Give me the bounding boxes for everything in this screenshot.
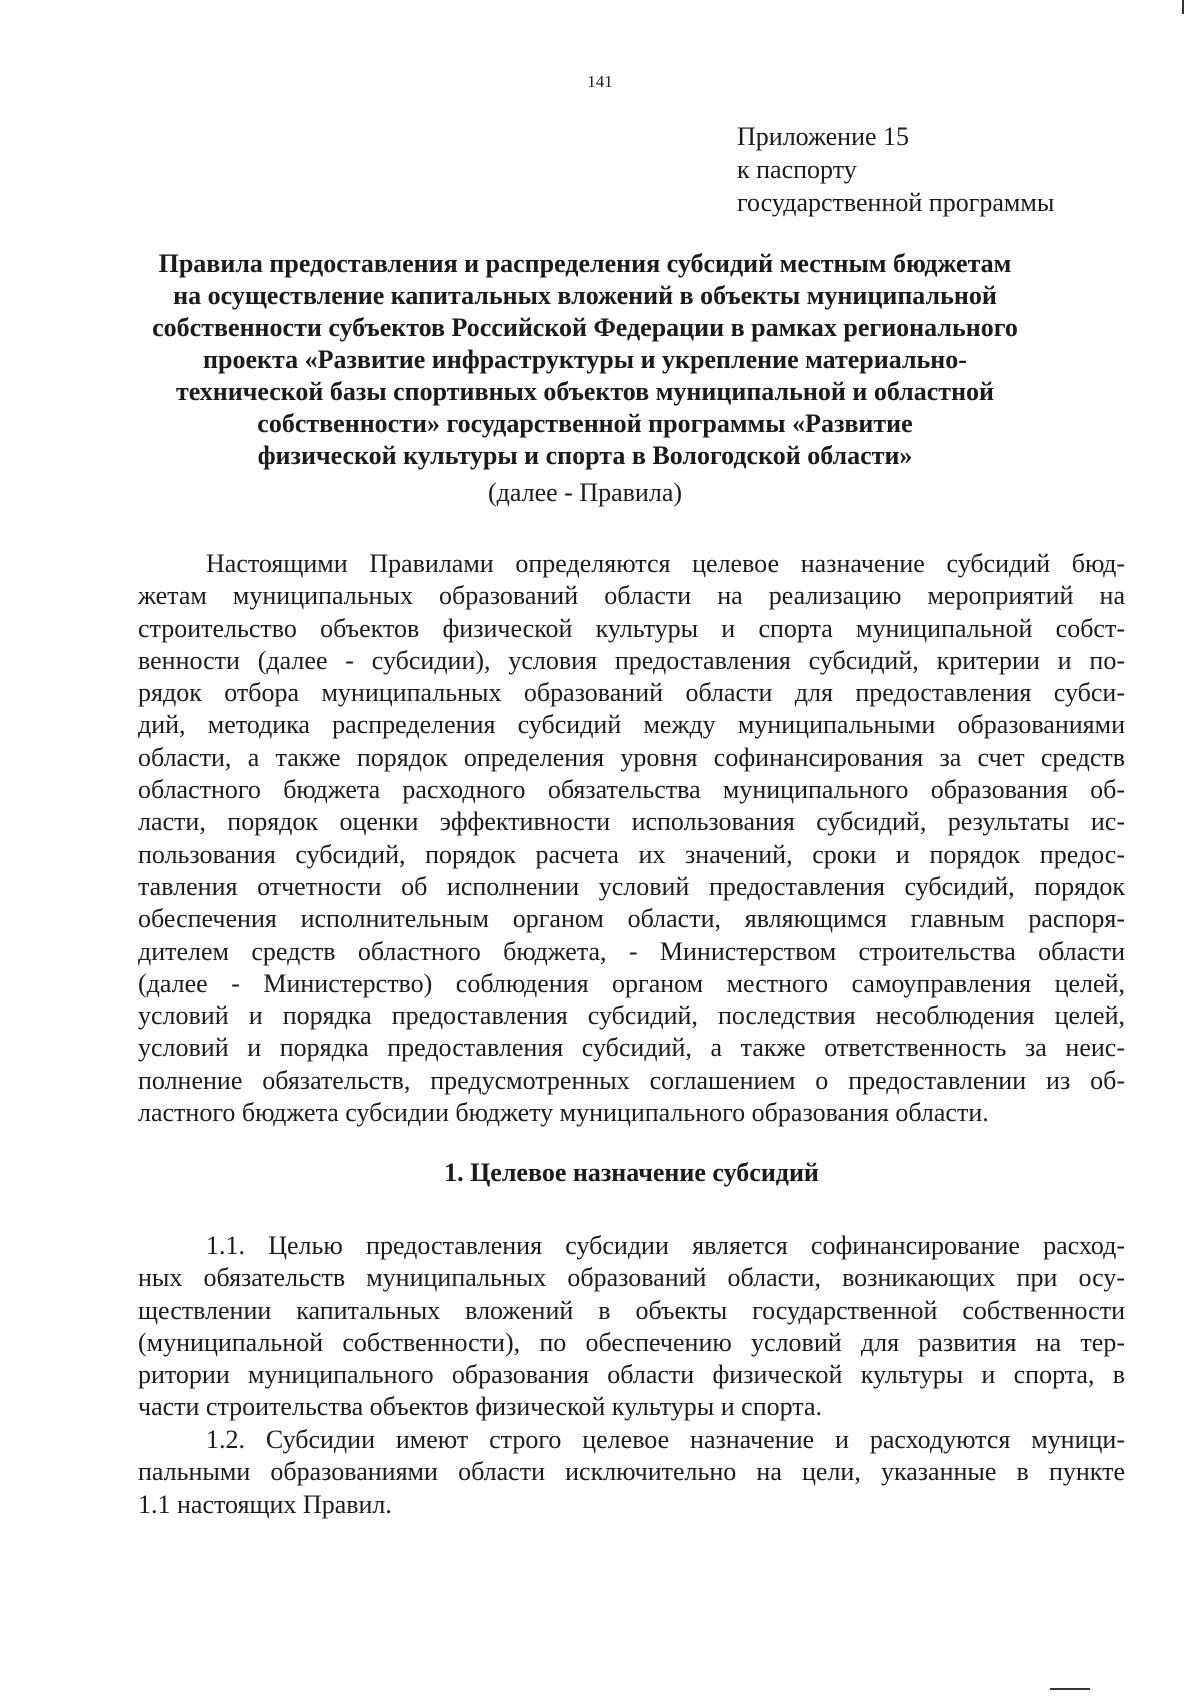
paragraph-line: тавления отчетности об исполнении условий предоставления субсидий, порядок [138,871,1125,901]
paragraph-line: 1.1 настоящих Правил. [138,1489,392,1519]
paragraph-line: строительство объектов физической культуры и спорта муниципальной собст- [138,613,1125,643]
paragraph-line: 1.1. Целью предоставления субсидии является софинансирование расход- [206,1231,1125,1260]
paragraph-line: пользования субсидий, порядок расчета их значений, сроки и порядок предос- [138,839,1125,869]
paragraph-line: полнение обязательств, предусмотренных соглашением о предоставлении из об- [138,1065,1125,1095]
paragraph-line: ритории муниципального образования области физической культуры и спорта, в [138,1360,1125,1390]
intro-paragraph [138,548,1125,1129]
document-title [110,248,1060,472]
paragraph-line: Настоящими Правилами определяются целевое назначение субсидий бюд- [206,549,1125,578]
paragraph-line: условий и порядка предоставления субсидий, а также ответственность за неис- [138,1033,1125,1063]
paragraph-line: обеспечения исполнительным органом области, являющимся главным распоря- [138,904,1125,934]
appendix-line: к паспорту [737,155,857,184]
appendix-header [737,120,1054,219]
scan-edge-mark [1182,0,1184,14]
scan-edge-mark [1050,1688,1090,1690]
paragraph-1-2 [138,1424,1125,1521]
paragraph-line: 1.2. Субсидии имеют строго целевое назначение и расходуются муници- [206,1425,1125,1454]
paragraph-line: части строительства объектов физической культуры и спорта. [138,1392,822,1422]
paragraph-line: ластного бюджета субсидии бюджету муниципального образования области. [138,1098,989,1128]
paragraph-line: пальными образованиями области исключительно на цели, указанные в пункте [138,1457,1125,1487]
paragraph-line: жетам муниципальных образований области на реализацию мероприятий на [138,581,1125,611]
title-line: физической культуры и спорта в Вологодской области» [257,441,913,470]
paragraph-line: ных обязательств муниципальных образований области, возникающих при осу- [138,1263,1125,1293]
paragraph-line: рядок отбора муниципальных образований области для предоставления субси- [138,678,1125,708]
paragraph-line: ласти, порядок оценки эффективности использования субсидий, результаты ис- [138,807,1125,837]
appendix-line: государственной программы [737,188,1055,217]
appendix-line: Приложение 15 [737,122,910,151]
paragraph-line: венности (далее - субсидии), условия предоставления субсидий, критерии и по- [138,645,1125,675]
paragraph-line: условий и порядка предоставления субсидий, последствия несоблюдения целей, [138,1001,1125,1031]
title-note: (далее - Правила) [487,478,683,507]
paragraph-line: дий, методика распределения субсидий между муниципальными образованиями [138,710,1125,740]
paragraph-line: дителем средств областного бюджета, - Министерством строительства области [138,936,1125,966]
section-heading: 1. Целевое назначение субсидий [444,1158,819,1187]
paragraph-line: ществлении капитальных вложений в объекты государственной собственности [138,1295,1125,1325]
paragraph-line: областного бюджета расходного обязательства муниципального образования об- [138,775,1125,805]
paragraph-1-1 [138,1230,1125,1424]
title-line: собственности субъектов Российской Федерации в рамках регионального [152,313,1018,342]
page-number: 141 [587,72,613,91]
title-line: собственности» государственной программы «Развитие [257,409,913,438]
title-line: технической базы спортивных объектов муниципальной и областной [175,377,995,406]
paragraph-line: (далее - Министерство) соблюдения органом местного самоуправления целей, [138,968,1125,998]
paragraph-line: области, а также порядок определения уровня софинансирования за счет средств [138,742,1125,772]
title-line: Правила предоставления и распределения субсидий местным бюджетам [158,249,1012,278]
title-line: на осуществление капитальных вложений в объекты муниципальной [173,281,997,310]
title-line: проекта «Развитие инфраструктуры и укрепление материально- [203,345,967,374]
paragraph-line: (муниципальной собственности), по обеспечению условий для развития на тер- [138,1327,1125,1357]
